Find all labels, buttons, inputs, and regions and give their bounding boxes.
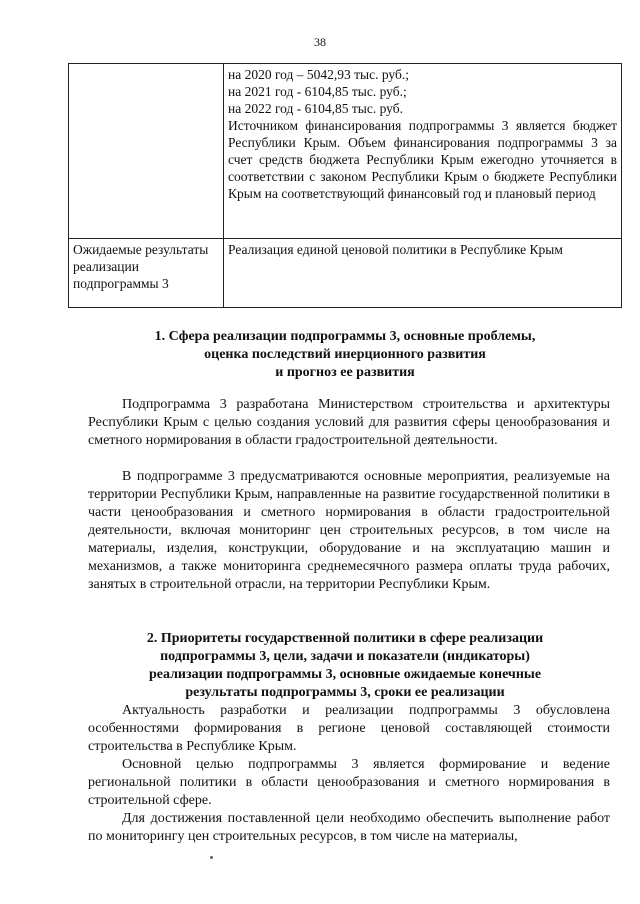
program-passport-table — [68, 63, 622, 308]
funding-line-2022: на 2022 год - 6104,85 тыс. руб. — [228, 101, 403, 116]
section-1-heading-line: оценка последствий инерционного развития — [204, 347, 486, 362]
funding-line-2020: на 2020 год – 5042,93 тыс. руб.; — [228, 67, 409, 82]
section-2-heading-line: 2. Приоритеты государственной политики в сфере реализации — [146, 631, 544, 646]
section-1-paragraph: Подпрограмма 3 разработана Министерством строительства и архитектуры Республики Крым с целью создания условий для развития сферы ценообразования и сметного нормирования в области градостроительной деятельности. — [88, 397, 610, 448]
expected-results-label: Ожидаемые результаты реализации подпрограммы 3 — [69, 239, 224, 308]
funding-source-text: Источником финансирования подпрограммы 3 является бюджет Республики Крым. Объем финансирования подпрограммы 3 за счет средств бюджета Республики Крым ежегодно уточняется в соответствии с законом Республики Крым о бюджете Республики Крым на соответствующий финансовый год и плановый период — [228, 118, 617, 201]
section-2-heading — [68, 630, 622, 702]
section-2-heading-line: результаты подпрограммы 3, сроки ее реализации — [185, 685, 505, 700]
section-2-paragraph: Актуальность разработки и реализации подпрограммы 3 обусловлена особенностями формирования в регионе ценовой составляющей стоимости строительства в Республике Крым. — [88, 703, 610, 754]
table-row-funding — [69, 64, 622, 239]
funding-line-2021: на 2021 год - 6104,85 тыс. руб.; — [228, 84, 407, 99]
section-2-heading-line: подпрограммы 3, цели, задачи и показатели (индикаторы) — [160, 649, 530, 664]
expected-results-text: Реализация единой ценовой политики в Республике Крым — [224, 239, 622, 308]
page-number: 38 — [314, 35, 326, 49]
scan-dot — [210, 856, 213, 859]
section-1-heading — [68, 328, 622, 382]
section-2-paragraph: Для достижения поставленной цели необходимо обеспечить выполнение работ по мониторингу цен строительных ресурсов, в том числе на материалы, — [88, 811, 610, 844]
table-cell-label-empty — [69, 64, 224, 239]
section-1-paragraph: В подпрограмме 3 предусматриваются основные мероприятия, реализуемые на территории Республики Крым, направленные на развитие государственной политики в части ценообразования и сметного нормирования в области градостроительной деятельности, включая мониторинг цен строительных ресурсов, в том числе на материалы, изделия, конструкции, оборудование и на эксплуатацию машин и механизмов, а также мониторинга среднемесячного размера оплаты труда рабочих, занятых в строительной отрасли, на территории Республики Крым. — [88, 469, 610, 592]
section-1-heading-line: 1. Сфера реализации подпрограммы 3, основные проблемы, — [154, 329, 536, 344]
table-cell-funding — [224, 64, 622, 239]
table-row-expected-results — [69, 239, 622, 308]
section-2-paragraph: Основной целью подпрограммы 3 является формирование и ведение региональной политики в области ценообразования и сметного нормирования в строительной сфере. — [88, 757, 610, 808]
section-1-heading-line: и прогноз ее развития — [275, 365, 415, 380]
section-2-heading-line: реализации подпрограммы 3, основные ожидаемые конечные — [148, 667, 542, 682]
